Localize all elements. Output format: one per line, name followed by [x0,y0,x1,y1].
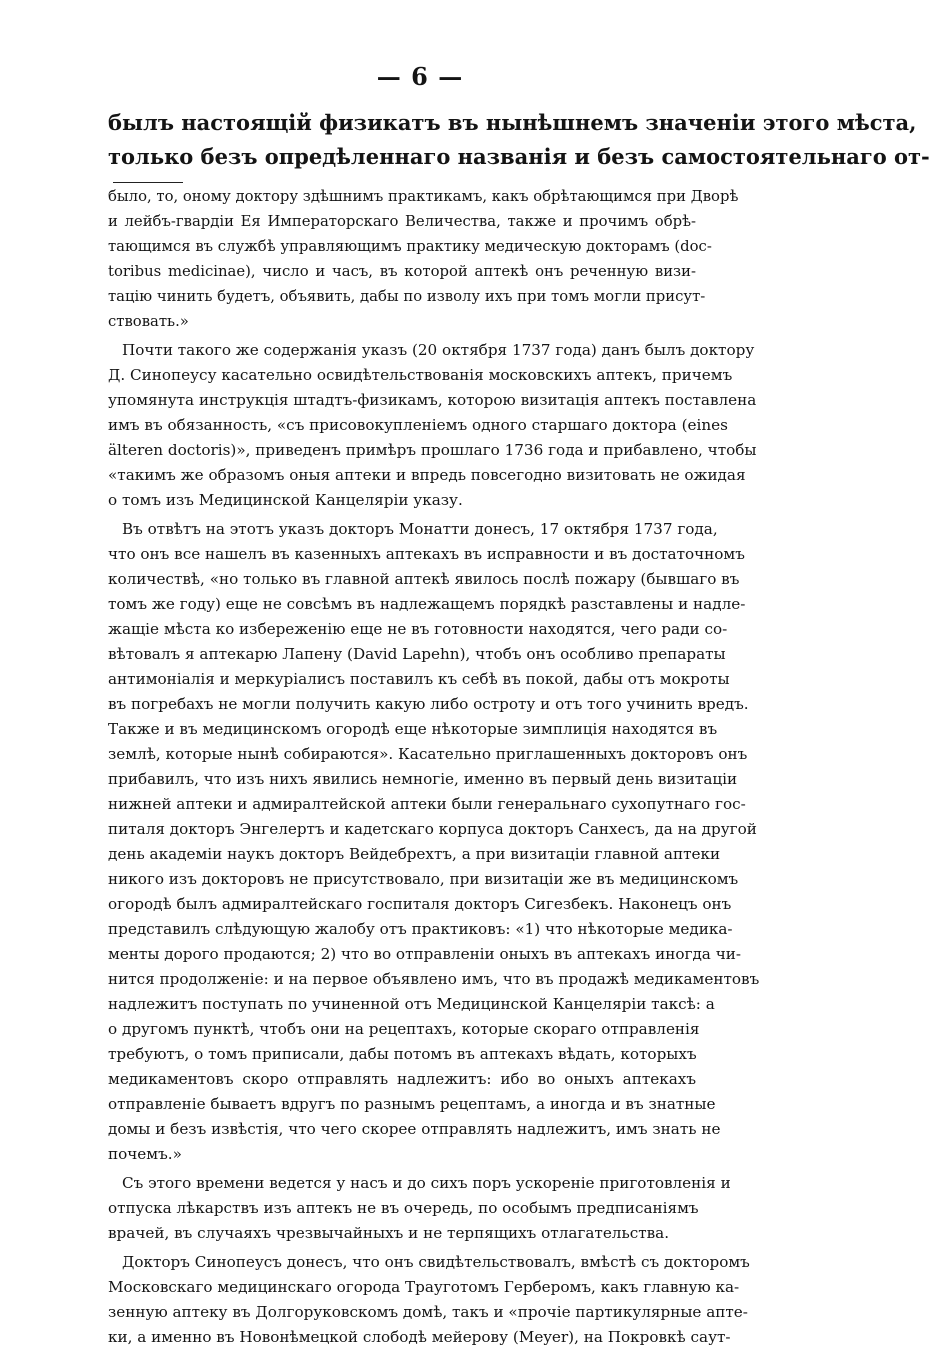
text-line: упомянута инструкція штадтъ-физикамъ, которою визитація аптекъ поставлена [108,391,757,409]
text-line: никого изъ докторовъ не присутствовало, при визитаціи же въ медицинскомъ [108,870,739,888]
text-line: ки, а именно въ Новонѣмецкой слободѣ мейерову (Meyer), на Покровкѣ саут- [108,1328,731,1346]
text-line: Московскаго медицинскаго огорода Трауготомъ Герберомъ, какъ главную ка- [108,1278,740,1296]
body-text [108,184,760,1350]
text-line: и лейбъ-гвардіи Ея Императорскаго Величества, также и прочимъ обрѣ- [108,213,696,230]
text-line: зенную аптеку въ Долгоруковскомъ домѣ, такъ и «прочіе партикулярные апте- [108,1303,748,1321]
text-line: ствовать.» [108,313,189,330]
text-line: вѣтовалъ я аптекарю Лапену (David Lapehn), чтобъ онъ особливо препараты [108,645,726,663]
text-line: отправленіе бываетъ вдругъ по разнымъ рецептамъ, а иногда и въ знатные [108,1095,716,1113]
text-line: менты дорого продаются; 2) что во отправленіи оныхъ въ аптекахъ иногда чи- [108,945,741,963]
text-line: огородѣ былъ адмиралтейскаго госпиталя докторъ Сигезбекъ. Наконецъ онъ [108,895,732,913]
paragraph [108,1171,731,1246]
text-line: питаля докторъ Энгелертъ и кадетскаго корпуса докторъ Санхесъ, да на другой [108,820,757,838]
text-line: томъ же году) еще не совсѣмъ въ надлежащемъ порядкѣ разставлены и надле- [108,595,746,613]
text-line: toribus medicinae), число и часъ, въ которой аптекѣ онъ реченную визи- [108,263,696,280]
text-line: требуютъ, о томъ приписали, дабы потомъ въ аптекахъ вѣдать, которыхъ [108,1045,697,1063]
text-line: жащіе мѣста ко избереженію еще не въ готовности находятся, чего ради со- [108,620,728,638]
text-line: нится продолженіе: и на первое объявлено имъ, что въ продажѣ медикаментовъ [108,970,760,988]
text-line: тающимся въ службѣ управляющимъ практику медическую докторамъ (doc- [108,238,712,255]
page-number: — 6 — [376,62,464,91]
paragraph [108,338,757,513]
text-line: Въ отвѣтъ на этотъ указъ докторъ Монатти донесъ, 17 октября 1737 года, [122,520,718,538]
text-line: домы и безъ извѣстія, что чего скорее отправлять надлежитъ, имъ знать не [108,1120,721,1138]
header-line: былъ настоящій физикатъ въ нынѣшнемъ значеніи этого мѣста, [108,110,917,135]
text-line: въ погребахъ не могли получить какую либо остроту и отъ того учинить вредъ. [108,695,749,713]
text-line: что онъ все нашелъ въ казенныхъ аптекахъ въ исправности и въ достаточномъ [108,545,745,563]
text-line: землѣ, которые нынѣ собираются». Касательно приглашенныхъ докторовъ онъ [108,745,748,763]
text-line: «такимъ же образомъ оныя аптеки и впредь повсегодно визитовать не ожидая [108,466,746,484]
text-line: о другомъ пунктѣ, чтобъ они на рецептахъ, которые скораго отправленія [108,1020,700,1038]
text-line: о томъ изъ Медицинской Канцеляріи указу. [108,491,463,509]
text-line: день академіи наукъ докторъ Вейдебрехтъ, а при визитаціи главной аптеки [108,845,721,863]
continued-header-text [108,106,930,174]
text-line: Съ этого времени ведется у насъ и до сихъ поръ ускореніе приготовленія и [122,1174,731,1192]
text-line: прибавилъ, что изъ нихъ явились немногіе, именно въ первый день визитаціи [108,770,738,788]
text-line: антимоніалія и меркуріалисъ поставилъ къ себѣ въ покой, дабы отъ мокроты [108,670,730,688]
text-line: Также и въ медицинскомъ огородѣ еще нѣкоторые зимплиція находятся въ [108,720,718,738]
text-line: нижней аптеки и адмиралтейской аптеки были генеральнаго сухопутнаго гос- [108,795,746,813]
paragraph [108,517,760,1167]
text-line: Д. Синопеусу касательно освидѣтельствованія московскихъ аптекъ, причемъ [108,366,733,384]
text-line: отпуска лѣкарствъ изъ аптекъ не въ очередь, по особымъ предписаніямъ [108,1199,699,1217]
text-line: было, то, оному доктору здѣшнимъ практикамъ, какъ обрѣтающимся при Дворѣ [108,188,739,205]
text-line: врачей, въ случаяхъ чрезвычайныхъ и не терпящихъ отлагательства. [108,1224,670,1242]
quoted-paragraph [108,184,739,334]
text-line: медикаментовъ скоро отправлять надлежитъ: ибо во оныхъ аптекахъ [108,1070,696,1088]
text-line: älteren doctoris)», приведенъ примѣръ прошлаго 1736 года и прибавлено, чтобы [108,441,757,459]
header-line: только безъ опредѣленнаго названія и безъ самостоятельнаго от- [108,144,930,169]
footnote-separator-rule [113,182,183,183]
text-line: почемъ.» [108,1145,182,1163]
text-line: представилъ слѣдующую жалобу отъ практиковъ: «1) что нѣкоторые медика- [108,920,733,938]
text-line: тацію чинить будетъ, объявить, дабы по изволу ихъ при томъ могли присут- [108,288,706,305]
text-line: Почти такого же содержанія указъ (20 октября 1737 года) данъ былъ доктору [122,341,755,359]
text-line: надлежитъ поступать по учиненной отъ Медицинской Канцеляріи таксѣ: а [108,995,715,1013]
paragraph [108,1250,750,1350]
text-line: имъ въ обязанность, «съ присовокупленіемъ одного старшаго доктора (eines [108,416,728,434]
text-line: количествѣ, «но только въ главной аптекѣ явилось послѣ пожару (бывшаго въ [108,570,740,588]
text-line: Докторъ Синопеусъ донесъ, что онъ свидѣтельствовалъ, вмѣстѣ съ докторомъ [122,1253,750,1271]
